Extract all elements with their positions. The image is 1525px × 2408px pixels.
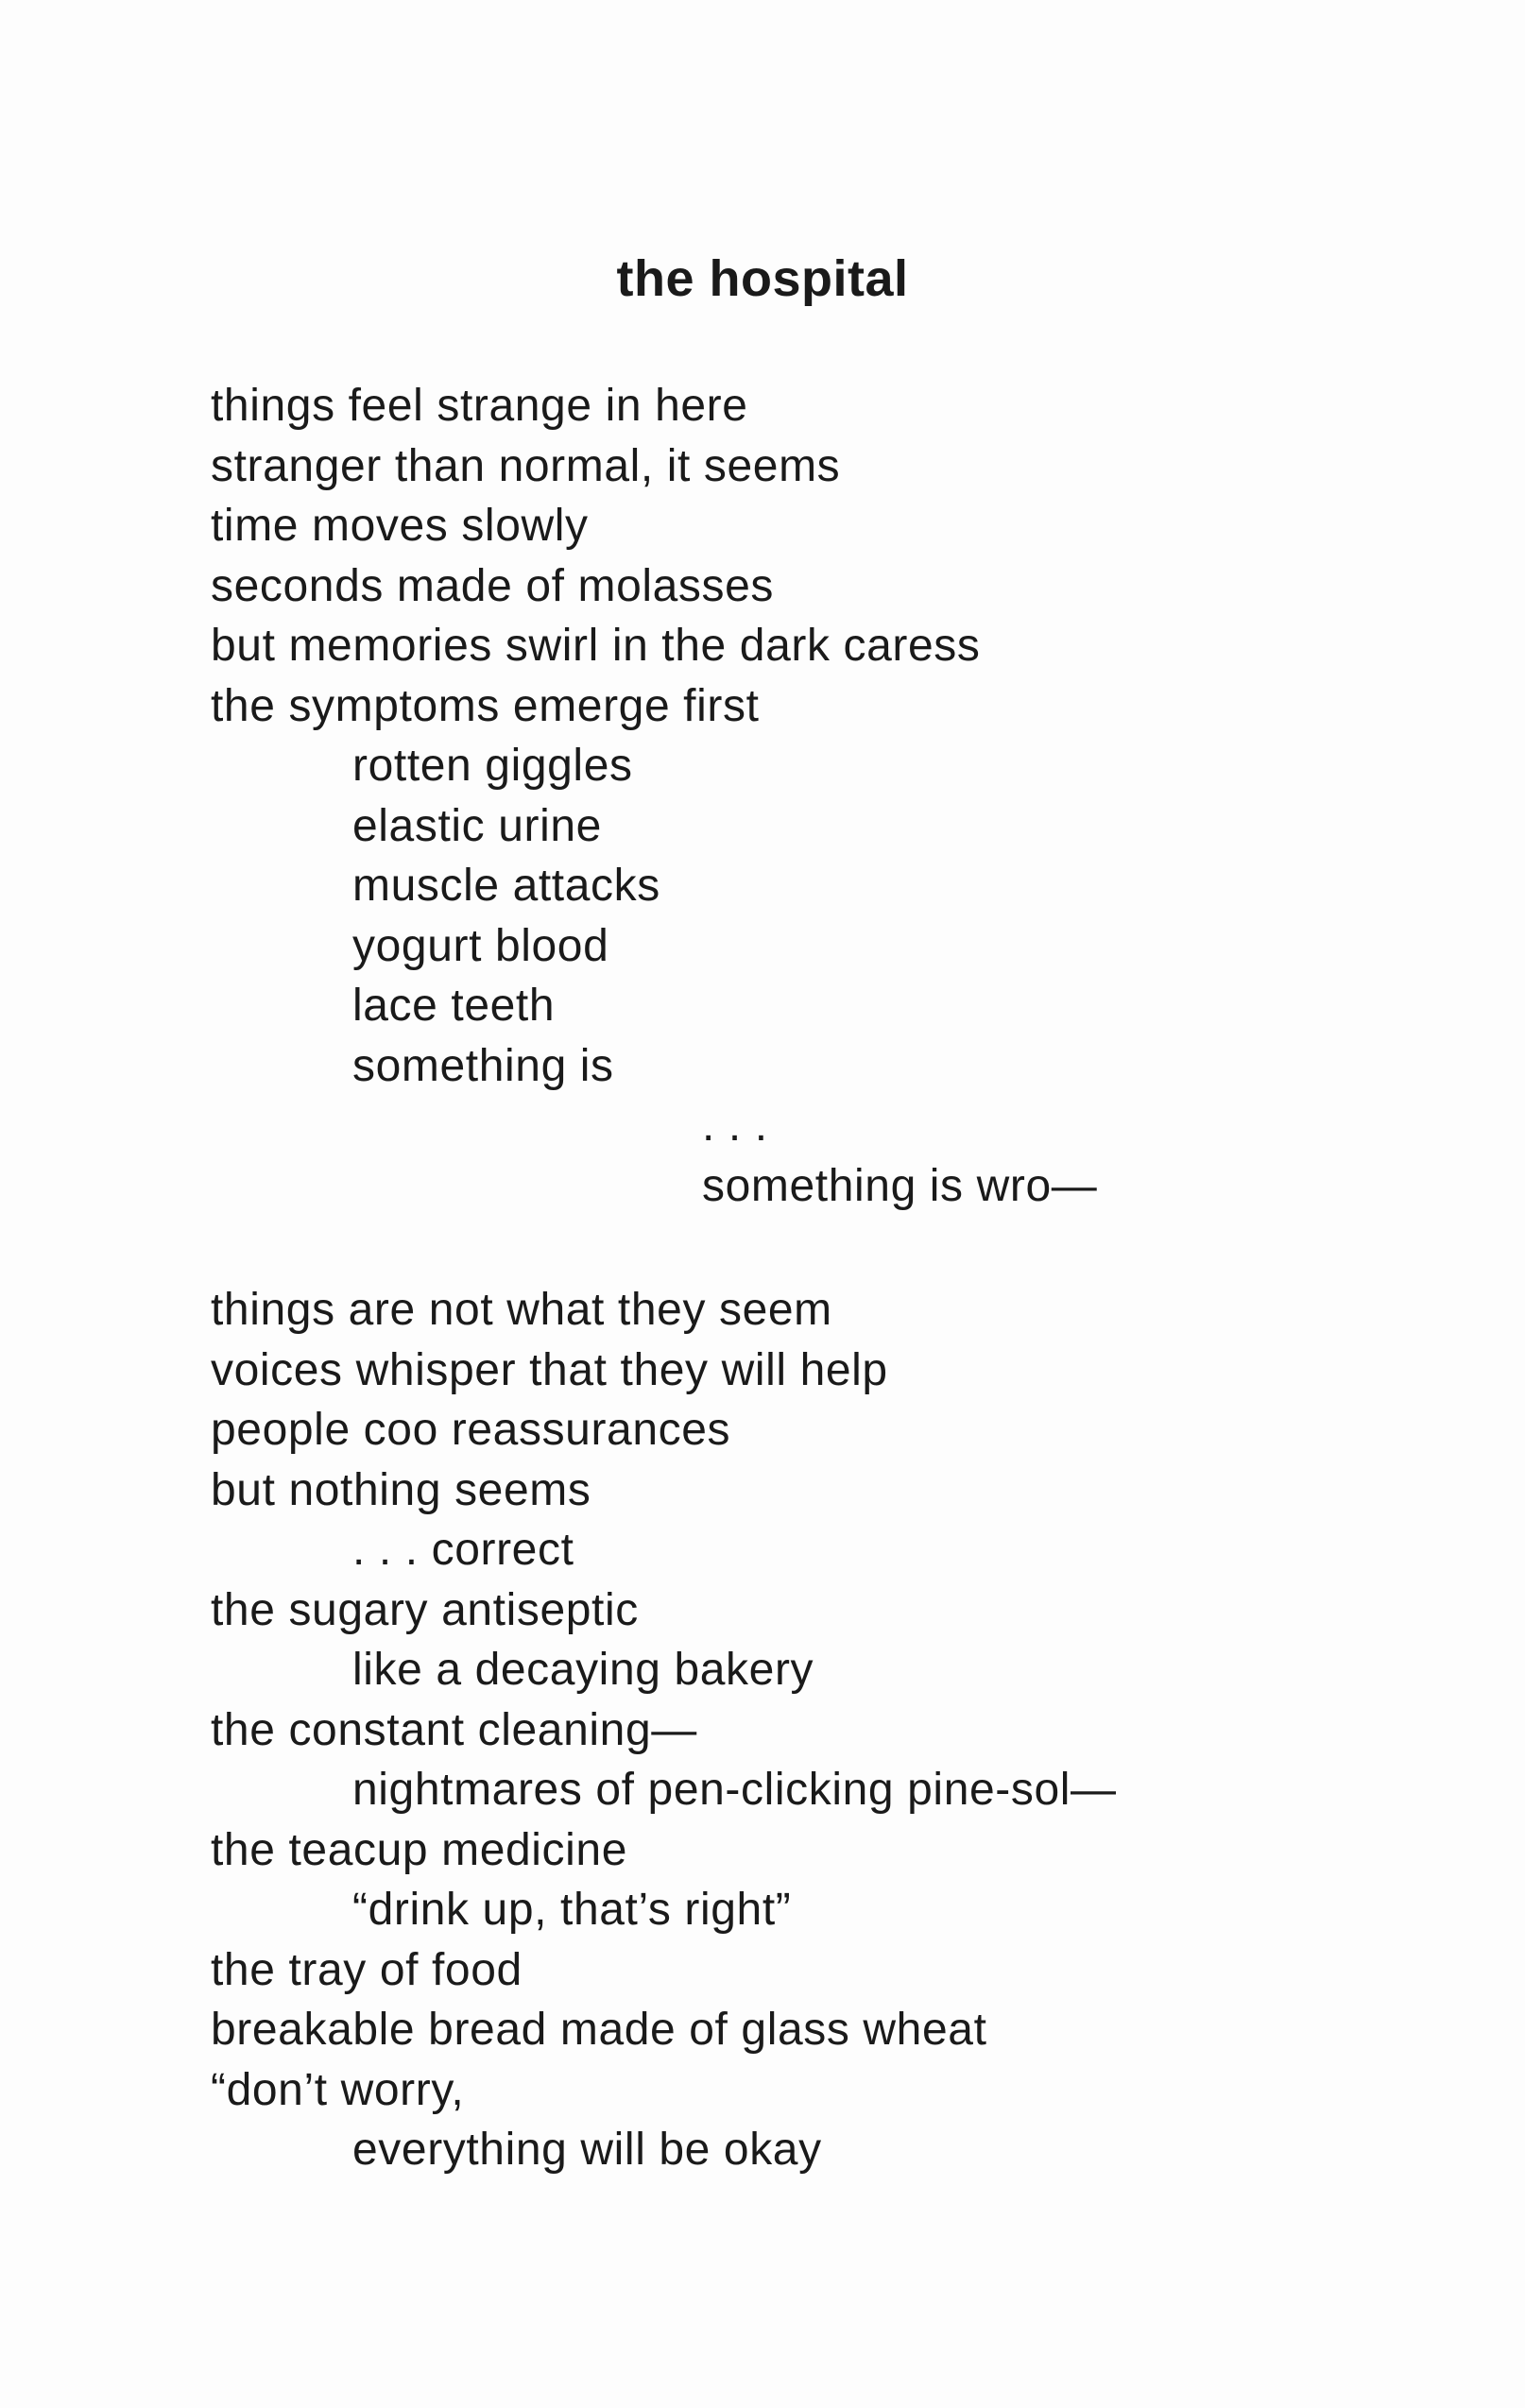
poem-line: “don’t worry, — [211, 2064, 465, 2115]
poem-line: time moves slowly — [211, 501, 589, 551]
stanza-1 — [211, 376, 1439, 1216]
poem-line: “drink up, that’s right” — [352, 1885, 792, 1935]
poem-line: voices whisper that they will help — [211, 1344, 888, 1395]
poem-line: rotten giggles — [352, 741, 633, 791]
stanza-2 — [211, 1280, 1439, 2180]
poem-line: the teacup medicine — [211, 1824, 628, 1875]
poem-line: something is wro— — [702, 1160, 1098, 1211]
poem-line: yogurt blood — [352, 920, 609, 971]
poem-line: things are not what they seem — [211, 1285, 832, 1335]
poem-line: something is — [352, 1040, 614, 1091]
poem-line: lace teeth — [352, 981, 556, 1031]
poem-line: like a decaying bakery — [352, 1645, 814, 1695]
poem-line: the constant cleaning— — [211, 1704, 697, 1755]
poem-line: the tray of food — [211, 1944, 523, 1995]
poem-line: nightmares of pen-clicking pine-sol— — [352, 1765, 1117, 1815]
poem-line: things feel strange in here — [211, 381, 748, 431]
poem-line: breakable bread made of glass wheat — [211, 2005, 987, 2055]
poem-title: the hospital — [616, 250, 909, 307]
poem-line: the sugary antiseptic — [211, 1584, 639, 1635]
poem-line: . . . correct — [352, 1525, 574, 1575]
poem-line: people coo reassurances — [211, 1405, 731, 1455]
poem-line: elastic urine — [352, 800, 602, 851]
poem-line: everything will be okay — [352, 2125, 822, 2175]
poem-line: stranger than normal, it seems — [211, 440, 841, 491]
poem-line: but nothing seems — [211, 1464, 591, 1515]
poem-line: the symptoms emerge first — [211, 680, 760, 731]
poem-line: muscle attacks — [352, 861, 660, 911]
poem-line: seconds made of molasses — [211, 560, 775, 611]
poem-line: . . . — [702, 1101, 768, 1151]
poem-line: but memories swirl in the dark caress — [211, 621, 981, 671]
